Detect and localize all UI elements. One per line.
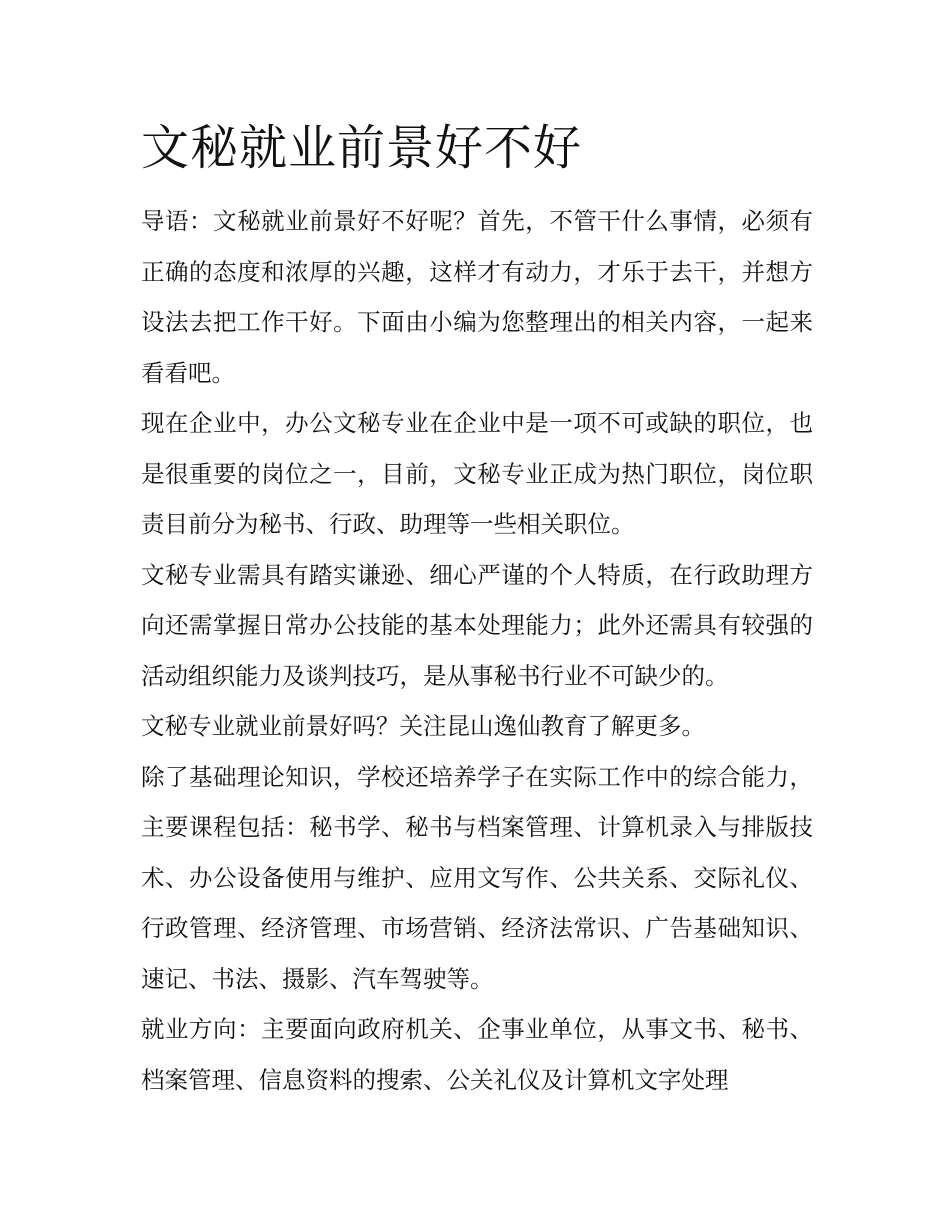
document-body <box>141 112 813 1105</box>
paragraph-position: 现在企业中，办公文秘专业在企业中是一项不可或缺的职位，也是很重要的岗位之一，目前，文秘专业正成为热门职位，岗位职责目前分为秘书、行政、助理等一些相关职位。 <box>141 409 813 538</box>
paragraph-courses: 除了基础理论知识，学校还培养学子在实际工作中的综合能力，主要课程包括：秘书学、秘书与档案管理、计算机录入与排版技术、办公设备使用与维护、应用文写作、公共关系、交际礼仪、行政管理、经济管理、市场营销、经济法常识、广告基础知识、速记、书法、摄影、汽车驾驶等。 <box>141 762 813 993</box>
document-title: 文秘就业前景好不好 <box>141 120 583 176</box>
paragraph-promo: 文秘专业就业前景好吗？关注昆山逸仙教育了解更多。 <box>141 712 705 740</box>
paragraph-qualities: 文秘专业需具有踏实谦逊、细心严谨的个人特质，在行政助理方向还需掌握日常办公技能的基本处理能力；此外还需具有较强的活动组织能力及谈判技巧，是从事秘书行业不可缺少的。 <box>141 560 813 690</box>
paragraph-career: 就业方向：主要面向政府机关、企事业单位，从事文书、秘书、档案管理、信息资料的搜索、公关礼仪及计算机文字处理 <box>141 1015 813 1094</box>
paragraph-intro: 导语：文秘就业前景好不好呢？首先，不管干什么事情，必须有正确的态度和浓厚的兴趣，这样才有动力，才乐于去干，并想方设法去把工作干好。下面由小编为您整理出的相关内容，一起来看看吧。 <box>141 207 813 387</box>
